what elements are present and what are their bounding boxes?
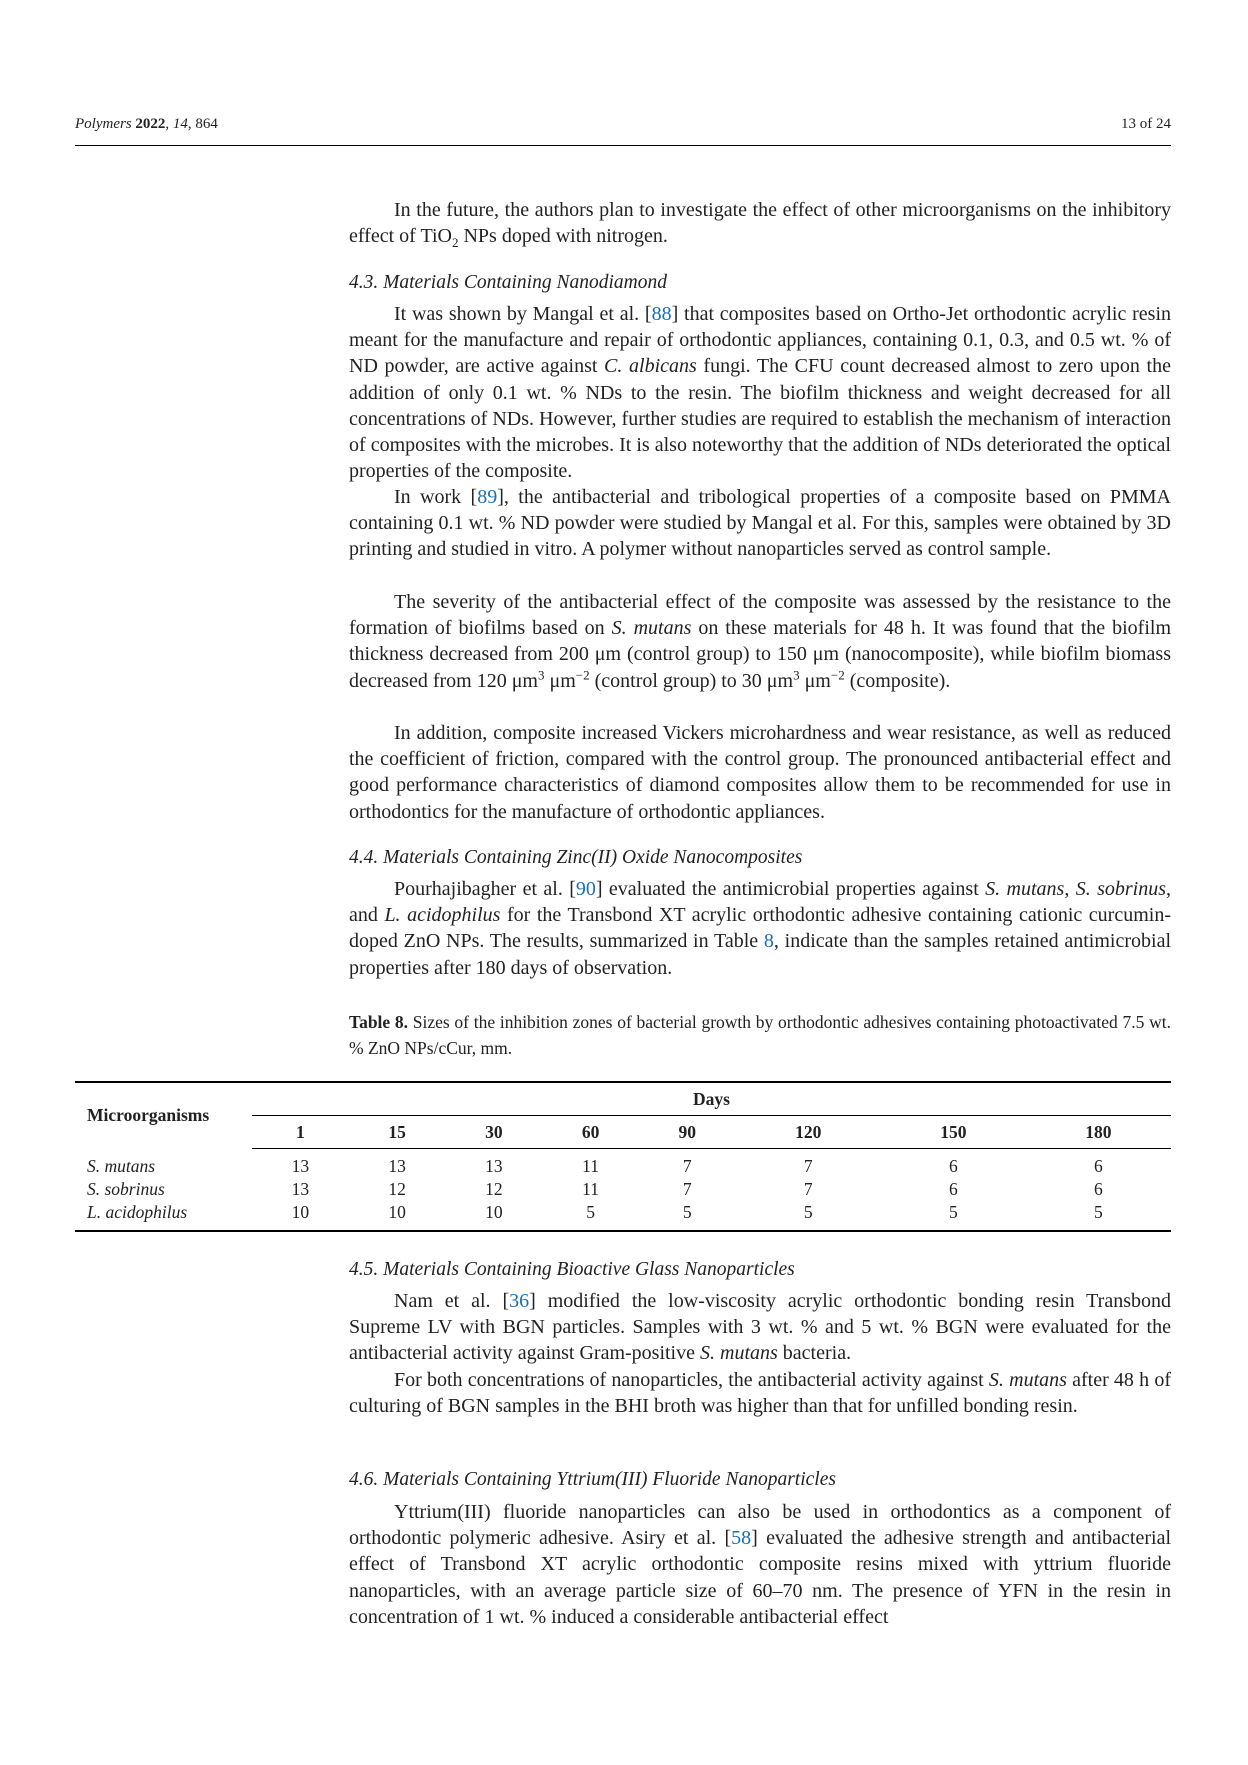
section-heading-4-4: 4.4. Materials Containing Zinc(II) Oxide Nanocomposites xyxy=(349,847,803,868)
journal-year: 2022 xyxy=(135,116,166,132)
section-heading-4-5: 4.5. Materials Containing Bioactive Glass Nanoparticles xyxy=(349,1259,795,1280)
table-cell-organism: S. mutans xyxy=(87,1155,156,1176)
table-cell: 10 xyxy=(445,1201,542,1231)
table-row xyxy=(75,1149,1171,1179)
table-cell: 13 xyxy=(291,1179,310,1199)
table-cell: 5 xyxy=(736,1201,881,1231)
table-column-header: 60 xyxy=(542,1116,639,1149)
table-cell: 7 xyxy=(682,1156,692,1176)
running-header: Polymers 2022, 14, 864 xyxy=(75,116,218,132)
table-cell: 10 xyxy=(252,1201,349,1231)
table-cell: 6 xyxy=(948,1156,958,1176)
inhibition-zone-table xyxy=(75,1081,1171,1232)
page-number: 13 of 24 xyxy=(1121,116,1171,132)
table-column-header: 30 xyxy=(445,1116,542,1149)
table-cell: 6 xyxy=(1094,1156,1103,1176)
table-label: Table 8. xyxy=(349,1012,409,1032)
table-cell: 5 xyxy=(542,1201,639,1231)
header-divider xyxy=(75,145,1171,146)
citation-link[interactable]: 89 xyxy=(477,486,498,508)
paragraph-yttrium-fluoride: Yttrium(III) fluoride nanoparticles can also be used in orthodontics as a component of orthodontic polymeric adhesive. Asiry et al. [58] evaluated the adhesive strength and antibacterial effect of Transbond XT acrylic orthodontic composite resins mixed with yttrium fluoride nanoparticles, with an average particle size of 60–70 nm. The presence of YFN in the resin in concentration of 1 wt. % induced a considerable antibacterial effect xyxy=(349,1501,1171,1628)
table-column-header: 150 xyxy=(881,1116,1026,1149)
table-cell: 12 xyxy=(388,1179,406,1199)
table-cell: 7 xyxy=(682,1179,692,1199)
journal-volume: 14 xyxy=(172,116,188,132)
table-cell-organism: S. sobrinus xyxy=(87,1179,165,1199)
table-row-header: Microorganisms xyxy=(87,1105,210,1126)
table-cell: 5 xyxy=(639,1201,736,1231)
citation-link[interactable]: 88 xyxy=(651,303,672,325)
citation-link[interactable]: 90 xyxy=(575,878,596,900)
table-cell: 7 xyxy=(803,1156,813,1176)
paragraph-nanodiamond-2: In work [89], the antibacterial and tribological properties of a composite based on PMMA containing 0.1 wt. % ND powder were studied by Mangal et al. For this, samples were obtained by 3D printing and studied in vitro. A polymer without nanoparticles served as control sample. xyxy=(349,486,1171,561)
table-row xyxy=(75,1201,1171,1231)
article-number: 864 xyxy=(195,116,218,132)
paragraph-bioactive-glass-2: For both concentrations of nanoparticles, the antibacterial activity against S. mutans after 48 h of culturing of BGN samples in the BHI broth was higher than that for unfilled bonding resin. xyxy=(349,1369,1171,1418)
table-group-header: Days xyxy=(252,1082,1171,1116)
paragraph-nanodiamond-4: In addition, composite increased Vickers microhardness and wear resistance, as well as reduced the coefficient of friction, compared with the control group. The pronounced antibacterial effect and good performance characteristics of diamond composites allow them to be recommended for use in orthodontics for the manufacture of orthodontic appliances. xyxy=(349,722,1171,823)
table-cell: 5 xyxy=(1026,1201,1171,1231)
table-link[interactable]: 8 xyxy=(763,930,774,953)
table-cell: 12 xyxy=(485,1179,503,1199)
table-cell-organism: L. acidophilus xyxy=(75,1201,252,1231)
table-cell: 13 xyxy=(485,1156,503,1176)
table-column-header: 120 xyxy=(736,1116,881,1149)
table-column-header: 15 xyxy=(349,1116,446,1149)
citation-link[interactable]: 58 xyxy=(731,1527,752,1550)
paragraph-nanodiamond-1: It was shown by Mangal et al. [88] that composites based on Ortho-Jet orthodontic acrylic resin meant for the manufacture and repair of orthodontic appliances, containing 0.1, 0.3, and 0.5 wt. % of ND powder, are active against C. albicans fungi. The CFU count decreased almost to zero upon the addition of only 0.1 wt. % NDs to the resin. The biofilm thickness and weight decreased for all concentrations of NDs. However, further studies are required to establish the mechanism of interaction of composites with the microbes. It is also noteworthy that the addition of NDs deteriorated the optical properties of the composite. xyxy=(349,303,1171,483)
table-cell: 11 xyxy=(582,1179,599,1199)
table-cell: 6 xyxy=(1094,1179,1103,1199)
paragraph-bioactive-glass-1: Nam et al. [36] modified the low-viscosity acrylic orthodontic bonding resin Transbond Supreme LV with BGN particles. Samples with 3 wt. % and 5 wt. % BGN were evaluated for the antibacterial activity against Gram-positive S. mutans bacteria. xyxy=(349,1290,1172,1365)
table-cell: 13 xyxy=(388,1156,406,1176)
table-cell: 6 xyxy=(948,1179,958,1199)
table-cell: 13 xyxy=(291,1156,310,1176)
paragraph-future-work: In the future, the authors plan to investigate the effect of other microorganisms on the inhibitory effect of TiO$_2$ NPs doped with nitrogen. xyxy=(349,199,1171,251)
paragraph-nanodiamond-3: The severity of the antibacterial effect of the composite was assessed by the resistance to the formation of biofilms based on S. mutans on these materials for 48 h. It was found that the biofilm thickness decreased from 200 μm (control group) to 150 μm (nanocomposite), while biofilm biomass decreased from 120 $\mu m^3$ $\mu m^{-2}$ (control group) to 30 $\mu m^3$ $\mu m^{-2}$ (composite). xyxy=(349,591,1172,692)
table-cell: 7 xyxy=(803,1179,813,1199)
table-caption: Table 8. Sizes of the inhibition zones of bacterial growth by orthodontic adhesives containing photoactivated 7.5 wt. % ZnO NPs/cCur, mm. xyxy=(349,1012,1171,1058)
table-row xyxy=(75,1178,1171,1201)
table-cell: 5 xyxy=(881,1201,1026,1231)
table-column-header: 180 xyxy=(1026,1116,1171,1149)
section-heading-4-3: 4.3. Materials Containing Nanodiamond xyxy=(349,272,667,293)
table-cell: 11 xyxy=(582,1156,599,1176)
table-column-header: 90 xyxy=(639,1116,736,1149)
citation-link[interactable]: 36 xyxy=(509,1290,530,1312)
section-heading-4-6: 4.6. Materials Containing Yttrium(III) Fluoride Nanoparticles xyxy=(349,1469,836,1490)
table-cell: 10 xyxy=(349,1201,446,1231)
paragraph-zinc-oxide: Pourhajibagher et al. [90] evaluated the antimicrobial properties against S. mutans, S. sobrinus, and L. acidophilus for the Transbond XT acrylic orthodontic adhesive containing cationic curcumin-doped ZnO NPs. The results, summarized in Table 8, indicate than the samples retained antimicrobial properties after 180 days of observation. xyxy=(349,878,1172,979)
table-column-header: 1 xyxy=(252,1116,349,1149)
journal-name: Polymers xyxy=(75,116,132,132)
